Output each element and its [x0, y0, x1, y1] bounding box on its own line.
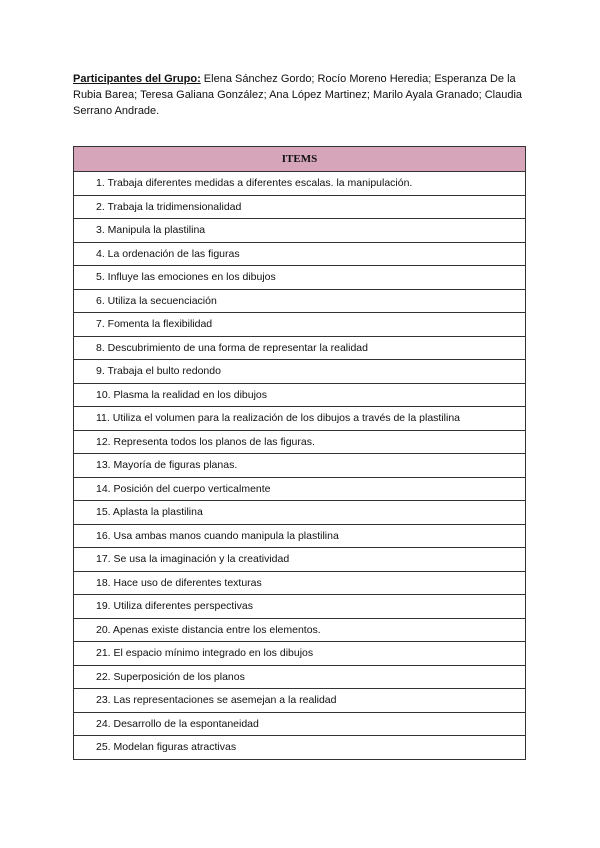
item-cell: 19. Utiliza diferentes perspectivas — [74, 595, 526, 619]
item-cell: 2. Trabaja la tridimensionalidad — [74, 195, 526, 219]
item-cell: 10. Plasma la realidad en los dibujos — [74, 383, 526, 407]
participants-names: Elena Sánchez Gordo; Rocío Moreno Heredia; Esperanza De la Rubia Barea; Teresa Galiana González; Ana López Martinez; Marilo Ayala Granado; Claudia Serrano Andrade. — [73, 73, 523, 117]
table-row — [74, 595, 526, 619]
item-cell: 20. Apenas existe distancia entre los elementos. — [74, 618, 526, 642]
table-row — [74, 454, 526, 478]
item-cell: 17. Se usa la imaginación y la creatividad — [74, 548, 526, 572]
table-row — [74, 383, 526, 407]
table-row — [74, 736, 526, 760]
item-cell: 12. Representa todos los planos de las figuras. — [74, 430, 526, 454]
table-row — [74, 689, 526, 713]
table-row — [74, 407, 526, 431]
item-cell: 24. Desarrollo de la espontaneidad — [74, 712, 526, 736]
table-row — [74, 524, 526, 548]
item-cell: 18. Hace uso de diferentes texturas — [74, 571, 526, 595]
table-row — [74, 665, 526, 689]
table-row — [74, 618, 526, 642]
table-row — [74, 360, 526, 384]
table-row — [74, 242, 526, 266]
table-row — [74, 430, 526, 454]
table-row — [74, 571, 526, 595]
item-cell: 23. Las representaciones se asemejan a la realidad — [74, 689, 526, 713]
item-cell: 1. Trabaja diferentes medidas a diferentes escalas. la manipulación. — [74, 172, 526, 196]
table-row — [74, 336, 526, 360]
item-cell: 6. Utiliza la secuenciación — [74, 289, 526, 313]
item-cell: 22. Superposición de los planos — [74, 665, 526, 689]
item-cell: 4. La ordenación de las figuras — [74, 242, 526, 266]
item-cell: 16. Usa ambas manos cuando manipula la plastilina — [74, 524, 526, 548]
item-cell: 15. Aplasta la plastilina — [74, 501, 526, 525]
table-row — [74, 477, 526, 501]
item-cell: 9. Trabaja el bulto redondo — [74, 360, 526, 384]
table-row — [74, 548, 526, 572]
table-row — [74, 172, 526, 196]
item-cell: 25. Modelan figuras atractivas — [74, 736, 526, 760]
item-cell: 21. El espacio mínimo integrado en los dibujos — [74, 642, 526, 666]
table-row — [74, 313, 526, 337]
items-table — [73, 146, 526, 760]
item-cell: 7. Fomenta la flexibilidad — [74, 313, 526, 337]
table-row — [74, 289, 526, 313]
item-cell: 13. Mayoría de figuras planas. — [74, 454, 526, 478]
item-cell: 3. Manipula la plastilina — [74, 219, 526, 243]
item-cell: 11. Utiliza el volumen para la realización de los dibujos a través de la plastilina — [74, 407, 526, 431]
table-row — [74, 712, 526, 736]
table-row — [74, 266, 526, 290]
item-cell: 14. Posición del cuerpo verticalmente — [74, 477, 526, 501]
item-cell: 8. Descubrimiento de una forma de representar la realidad — [74, 336, 526, 360]
participants-paragraph — [73, 71, 533, 119]
item-cell: 5. Influye las emociones en los dibujos — [74, 266, 526, 290]
table-row — [74, 219, 526, 243]
participants-label: Participantes del Grupo: — [73, 73, 201, 85]
table-row — [74, 501, 526, 525]
table-row — [74, 195, 526, 219]
items-header: ITEMS — [74, 147, 526, 172]
table-row — [74, 642, 526, 666]
